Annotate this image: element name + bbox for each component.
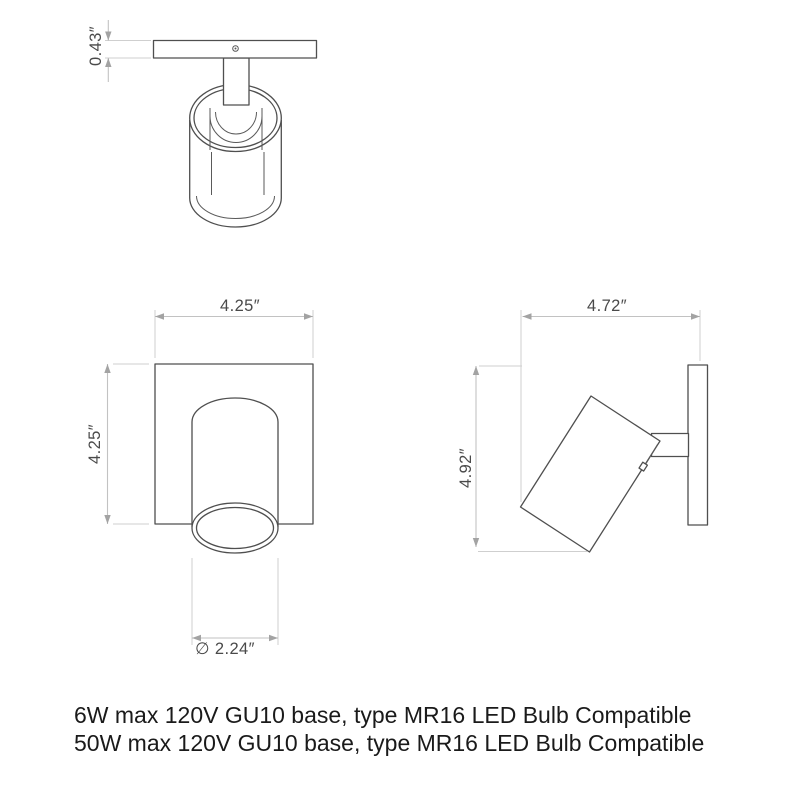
mount-stem	[224, 58, 250, 105]
front-view	[104, 310, 313, 645]
spec-text	[74, 702, 704, 757]
side-view	[473, 310, 708, 552]
arrow-down-icon	[105, 32, 111, 41]
arrow-down-icon	[473, 538, 479, 547]
label-side-height: 4.92″	[456, 447, 475, 488]
arrow-left-icon	[523, 313, 532, 319]
barrel-inner-bottom	[197, 196, 275, 219]
ceiling-view	[105, 20, 317, 227]
spec-line-1: 6W max 120V GU10 base, type MR16 LED Bulb Compatible	[74, 702, 692, 728]
yoke-bracket	[210, 108, 262, 150]
lens-opening-outer	[192, 503, 278, 553]
arrow-up-icon	[105, 58, 111, 67]
dim-width	[155, 310, 313, 358]
arrow-up-icon	[473, 366, 479, 375]
label-lens-diameter: ∅ 2.24″	[195, 639, 255, 658]
label-front-height: 4.25″	[85, 424, 104, 464]
label-side-width: 4.72″	[587, 296, 627, 315]
wall-plate	[688, 365, 708, 525]
arrow-left-icon	[155, 313, 164, 319]
arrow-right-icon	[691, 313, 700, 319]
label-plate-thickness: 0.43″	[86, 25, 105, 66]
dim-height	[104, 364, 149, 524]
screw-center	[235, 48, 237, 50]
dim-plate-thickness	[105, 20, 151, 82]
dim-diameter	[192, 558, 278, 645]
arrow-up-icon	[104, 364, 110, 373]
label-front-width: 4.25″	[220, 296, 260, 315]
arrow-right-icon	[304, 313, 313, 319]
arrow-right-icon	[269, 635, 278, 641]
arrow-down-icon	[104, 515, 110, 524]
spec-line-2: 50W max 120V GU10 base, type MR16 LED Bulb Compatible	[74, 729, 705, 756]
spot-head	[521, 396, 661, 552]
